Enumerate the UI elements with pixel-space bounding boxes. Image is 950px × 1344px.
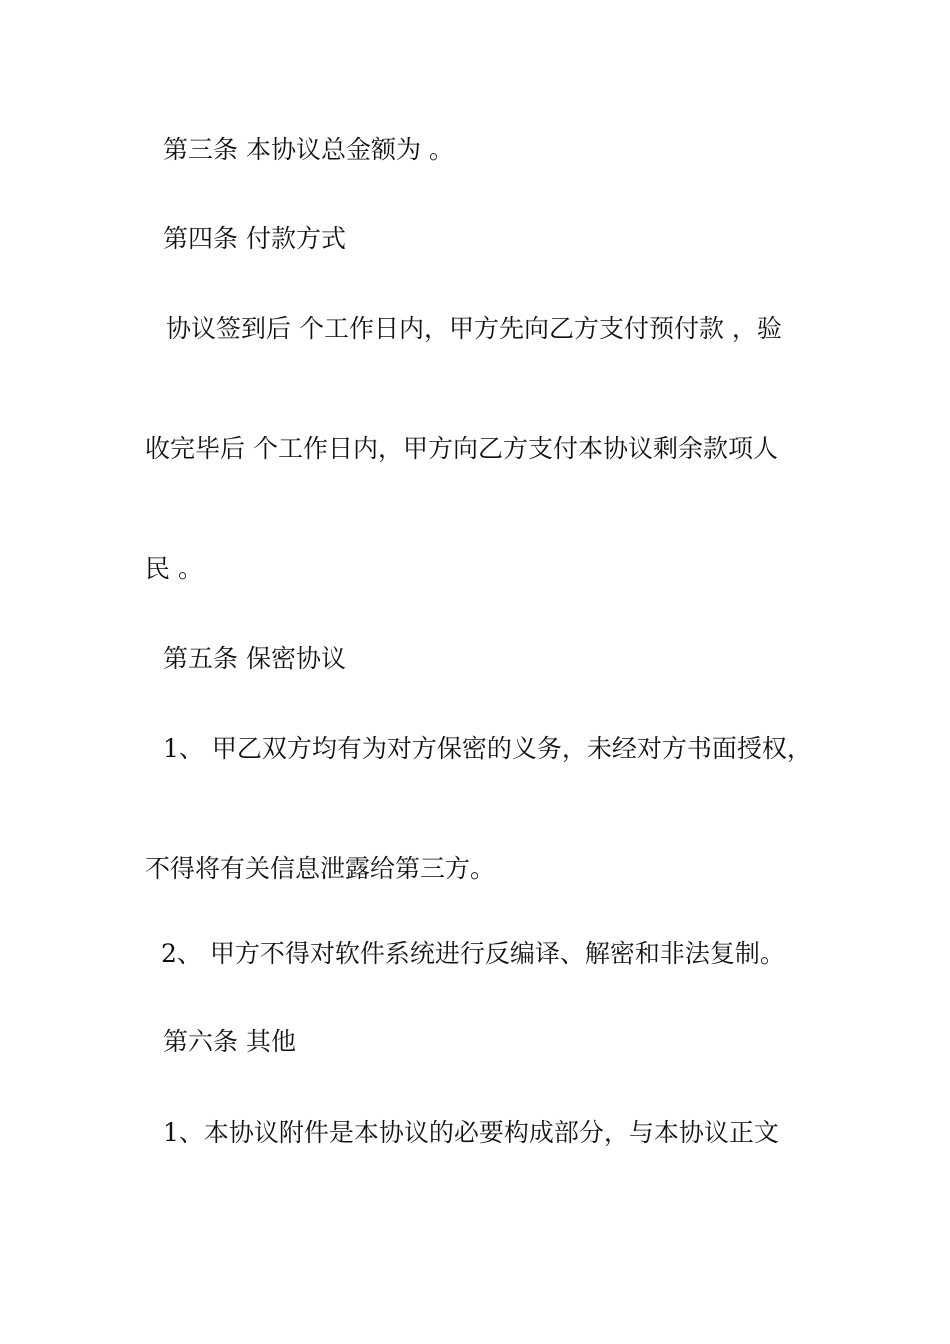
confidentiality-item-1-line-1: 1、 甲乙双方均有为对方保密的义务，未经对方书面授权， bbox=[163, 734, 812, 763]
confidentiality-item-1-line-2: 不得将有关信息泄露给第三方。 bbox=[145, 854, 496, 883]
other-item-1-line-1: 1、本协议附件是本协议的必要构成部分，与本协议正文 bbox=[163, 1118, 779, 1147]
article-5-heading: 第五条 保密协议 bbox=[163, 644, 346, 673]
confidentiality-item-2: 2、 甲方不得对软件系统进行反编译、解密和非法复制。 bbox=[161, 939, 785, 968]
payment-paragraph-line-3: 民 。 bbox=[145, 554, 203, 583]
payment-paragraph-line-2: 收完毕后 个工作日内，甲方向乙方支付本协议剩余款项人 bbox=[145, 434, 778, 463]
article-4-heading: 第四条 付款方式 bbox=[163, 224, 346, 253]
article-3-total-amount: 第三条 本协议总金额为 。 bbox=[163, 135, 454, 164]
article-6-heading: 第六条 其他 bbox=[163, 1027, 296, 1056]
payment-paragraph-line-1: 协议签到后 个工作日内，甲方先向乙方支付预付款 ，验 bbox=[166, 314, 782, 343]
